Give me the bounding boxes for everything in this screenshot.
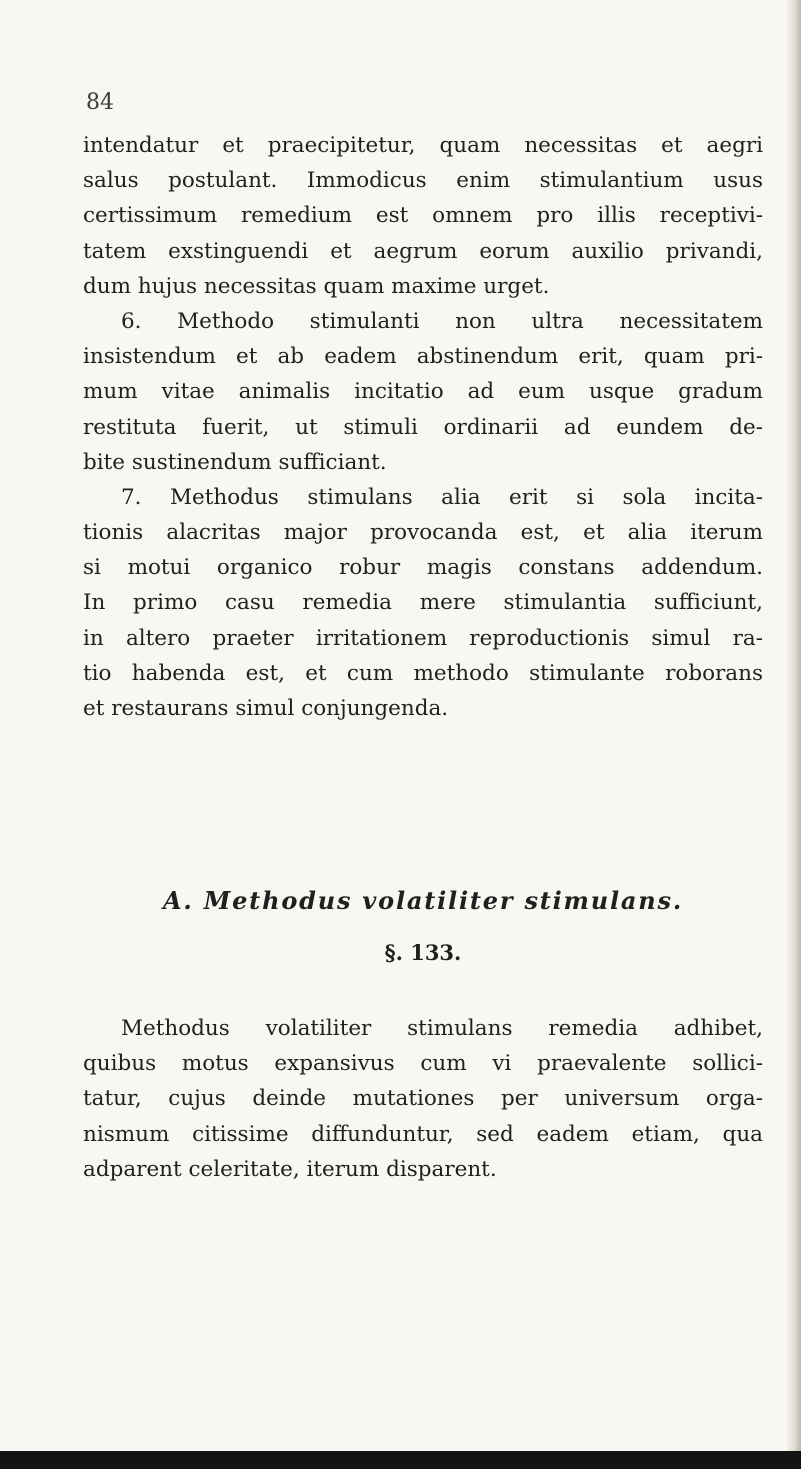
- text-line: dum hujus necessitas quam maxime urget.: [83, 273, 550, 299]
- text-line: 7. Methodus stimulans alia erit si sola incita-: [121, 484, 763, 510]
- scan-bottom-border: [0, 1451, 801, 1469]
- section-heading: A. Methodus volatiliter stimulans.: [163, 886, 683, 915]
- paragraph-1: [83, 128, 763, 304]
- text-line: tio habenda est, et cum methodo stimulante roborans: [83, 660, 763, 686]
- text-line: et restaurans simul conjungenda.: [83, 696, 449, 721]
- text-column-upper: [83, 128, 763, 726]
- text-line: tatur, cujus deinde mutationes per universum orga-: [83, 1086, 763, 1112]
- text-column-lower: [83, 1011, 763, 1187]
- paragraph-3: [83, 480, 763, 726]
- text-line: quibus motus expansivus cum vi praevalente sollici-: [83, 1051, 763, 1077]
- text-line: In primo casu remedia mere stimulantia sufficiunt,: [83, 590, 763, 616]
- text-line: Methodus volatiliter stimulans remedia adhibet,: [121, 1016, 763, 1041]
- page-number: 84: [86, 90, 114, 115]
- text-line: restituta fuerit, ut stimuli ordinarii ad eundem de-: [83, 414, 763, 440]
- text-line: bite sustinendum sufficiant.: [83, 449, 387, 475]
- paragraph-2: [83, 304, 763, 480]
- text-line: adparent celeritate, iterum disparent.: [83, 1156, 497, 1182]
- text-line: si motui organico robur magis constans addendum.: [83, 555, 763, 581]
- page-edge-shadow: [787, 0, 801, 1469]
- text-line: nismum citissime diffunduntur, sed eadem etiam, qua: [83, 1121, 763, 1147]
- section-number: §. 133.: [384, 940, 462, 965]
- text-line: tatem exstinguendi et aegrum eorum auxilio privandi,: [83, 238, 763, 264]
- text-line: salus postulant. Immodicus enim stimulantium usus: [83, 168, 763, 194]
- text-line: 6. Methodo stimulanti non ultra necessitatem: [121, 308, 763, 334]
- text-line: in altero praeter irritationem reproductionis simul ra-: [83, 625, 763, 651]
- text-line: insistendum et ab eadem abstinendum erit, quam pri-: [83, 344, 763, 370]
- text-line: mum vitae animalis incitatio ad eum usque gradum: [83, 379, 763, 405]
- section-heading-block: [83, 882, 763, 968]
- text-line: intendatur et praecipitetur, quam necessitas et aegri: [83, 133, 763, 158]
- text-line: tionis alacritas major provocanda est, et alia iterum: [83, 520, 763, 546]
- text-line: certissimum remedium est omnem pro illis receptivi-: [83, 203, 763, 229]
- paragraph-4: [83, 1011, 763, 1187]
